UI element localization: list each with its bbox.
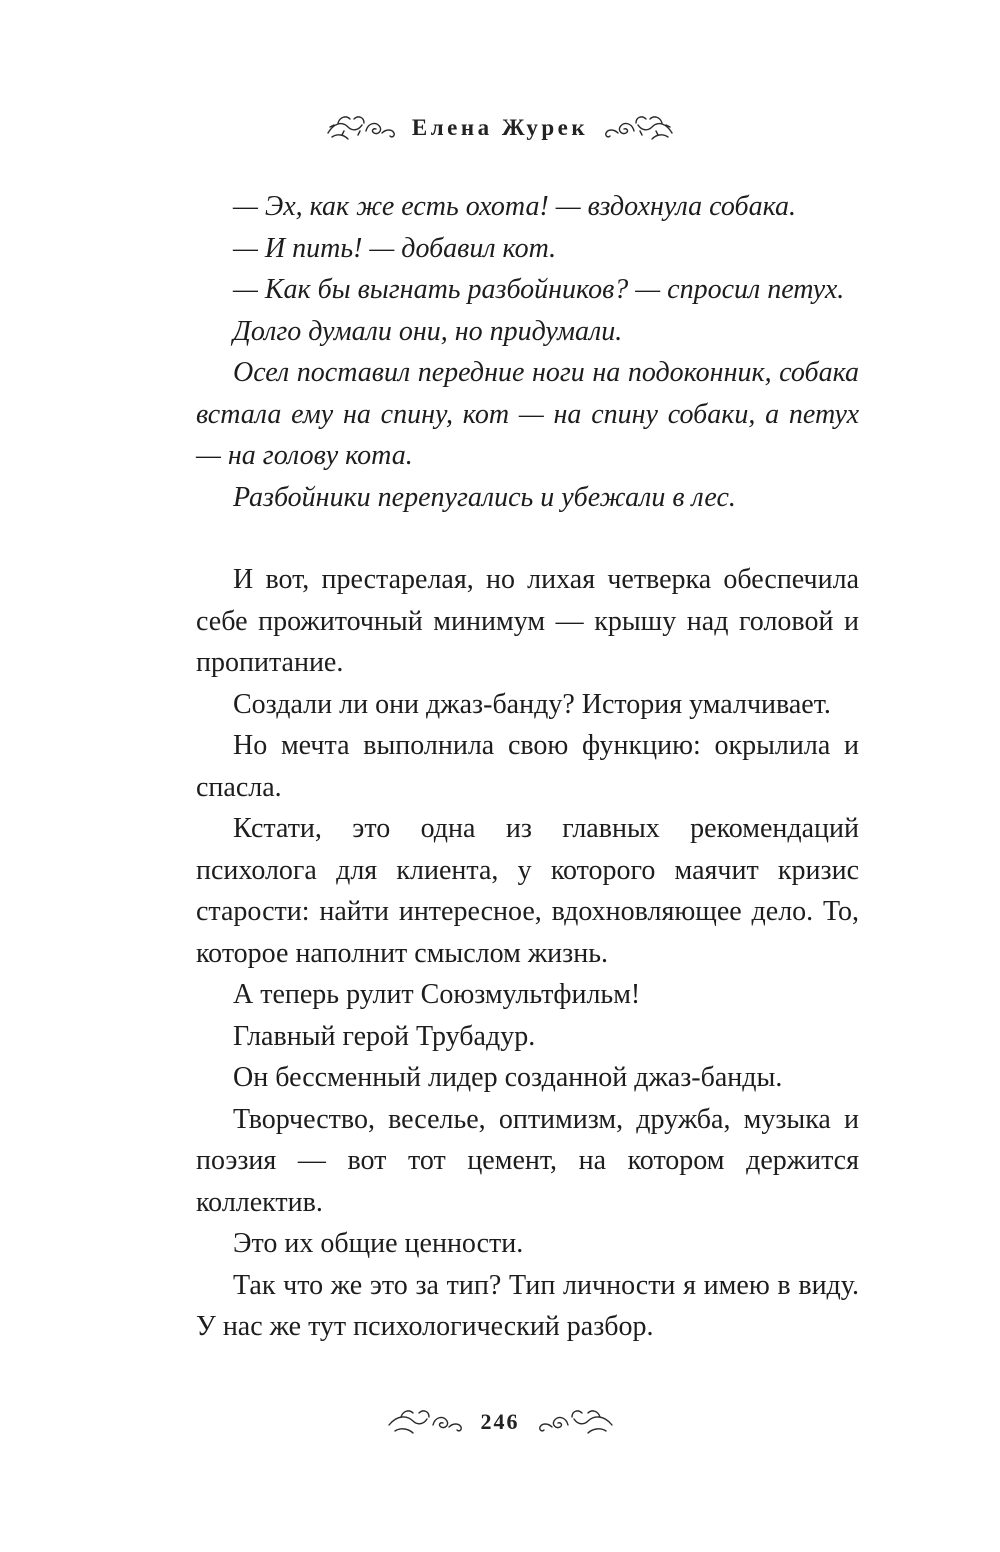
paragraph: Это их общие ценности. bbox=[233, 1228, 524, 1259]
paragraph: Он бессменный лидер созданной джаз-банды. bbox=[233, 1062, 783, 1093]
page-number: 246 bbox=[480, 1409, 520, 1434]
dialogue-line: — И пить! — добавил кот. bbox=[233, 232, 557, 264]
italic-paragraph: Осел поставил передние ноги на подоконник, собака встала ему на спину, кот — на спину собаки, а петух — на голову кота. bbox=[196, 357, 859, 471]
paragraph: Но мечта выполнила свою функцию: окрылила и спасла. bbox=[196, 730, 859, 803]
scroll-ornament-left-icon bbox=[324, 111, 398, 145]
scroll-ornament-right-icon bbox=[536, 1405, 616, 1439]
dialogue-line: — Как бы выгнать разбойников? — спросил петух. bbox=[233, 274, 845, 305]
paragraph: Создали ли они джаз-банду? История умалчивает. bbox=[233, 688, 831, 720]
paragraph-gap bbox=[196, 518, 859, 559]
dialogue-line: — Эх, как же есть охота! — вздохнула собака. bbox=[233, 191, 796, 222]
body-text bbox=[196, 186, 859, 1348]
italic-paragraph: Долго думали они, но придумали. bbox=[233, 315, 623, 347]
page-footer bbox=[0, 1392, 1000, 1452]
italic-paragraph: Разбойники перепугались и убежали в лес. bbox=[233, 481, 736, 513]
scroll-ornament-right-icon bbox=[602, 111, 676, 145]
scroll-ornament-left-icon bbox=[385, 1405, 465, 1439]
paragraph: Главный герой Трубадур. bbox=[233, 1020, 536, 1052]
paragraph: Кстати, это одна из главных рекомендаций психолога для клиента, у которого маячит кризис старости: найти интересное, вдохновляющее дело. То, которое наполнит смыслом жизнь. bbox=[196, 813, 859, 969]
running-head bbox=[0, 98, 1000, 158]
paragraph: И вот, престарелая, но лихая четверка обеспечила себе прожиточный минимум — крышу над головой и пропитание. bbox=[196, 564, 859, 678]
paragraph: Творчество, веселье, оптимизм, дружба, музыка и поэзия — вот тот цемент, на котором держится коллектив. bbox=[196, 1103, 859, 1218]
author-name: Елена Журек bbox=[411, 115, 589, 140]
paragraph: А теперь рулит Союзмультфильм! bbox=[233, 979, 641, 1010]
paragraph: Так что же это за тип? Тип личности я имею в виду. У нас же тут психологический разбор. bbox=[196, 1269, 859, 1342]
